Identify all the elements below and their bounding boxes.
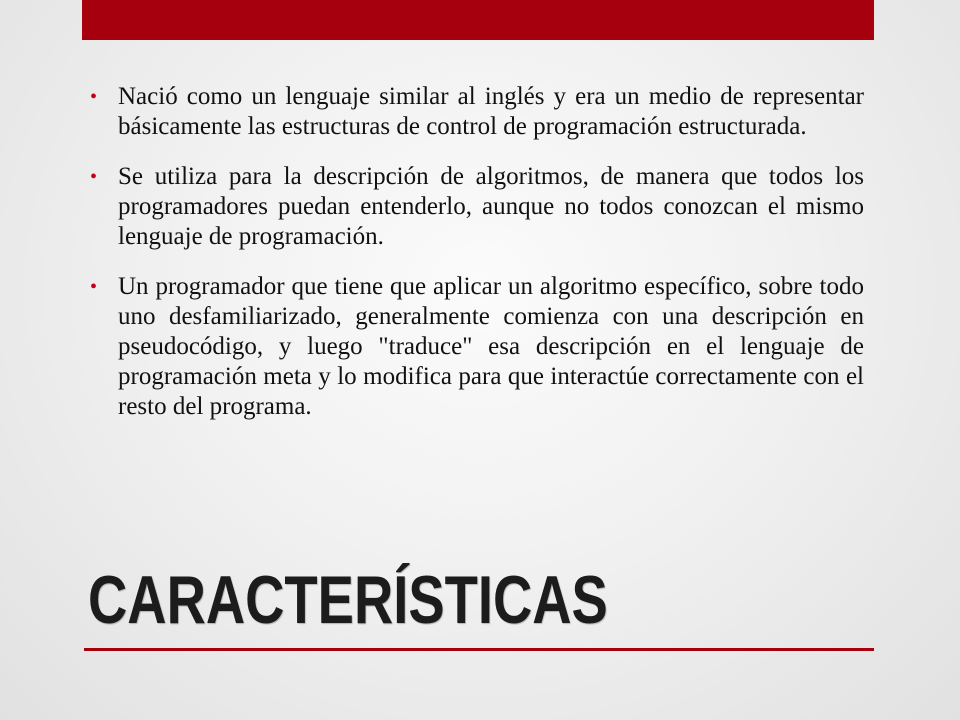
bullet-icon: •	[90, 276, 98, 298]
title-underline	[84, 648, 874, 651]
bullet-icon: •	[90, 86, 98, 108]
bullet-item	[90, 82, 864, 142]
bullet-list	[90, 82, 864, 442]
bullet-text: Nació como un lenguaje similar al inglés y era un medio de representar básicamente las estructuras de control de programación estructurada.	[118, 83, 864, 140]
bullet-text: Un programador que tiene que aplicar un algoritmo específico, sobre todo uno desfamiliarizado, generalmente comienza con una descripción en pseudocódigo, y luego "traduce" esa descripción en el lenguaje de programación meta y lo modifica para que interactúe correctamente con el resto del programa.	[118, 273, 864, 420]
bullet-icon: •	[90, 166, 98, 188]
bullet-item	[90, 162, 864, 252]
slide-title: CARACTERÍSTICAS	[88, 562, 608, 638]
top-accent-bar	[82, 0, 874, 40]
bullet-item	[90, 272, 864, 422]
bullet-text: Se utiliza para la descripción de algoritmos, de manera que todos los programadores puedan entenderlo, aunque no todos conozcan el mismo lenguaje de programación.	[118, 163, 864, 250]
